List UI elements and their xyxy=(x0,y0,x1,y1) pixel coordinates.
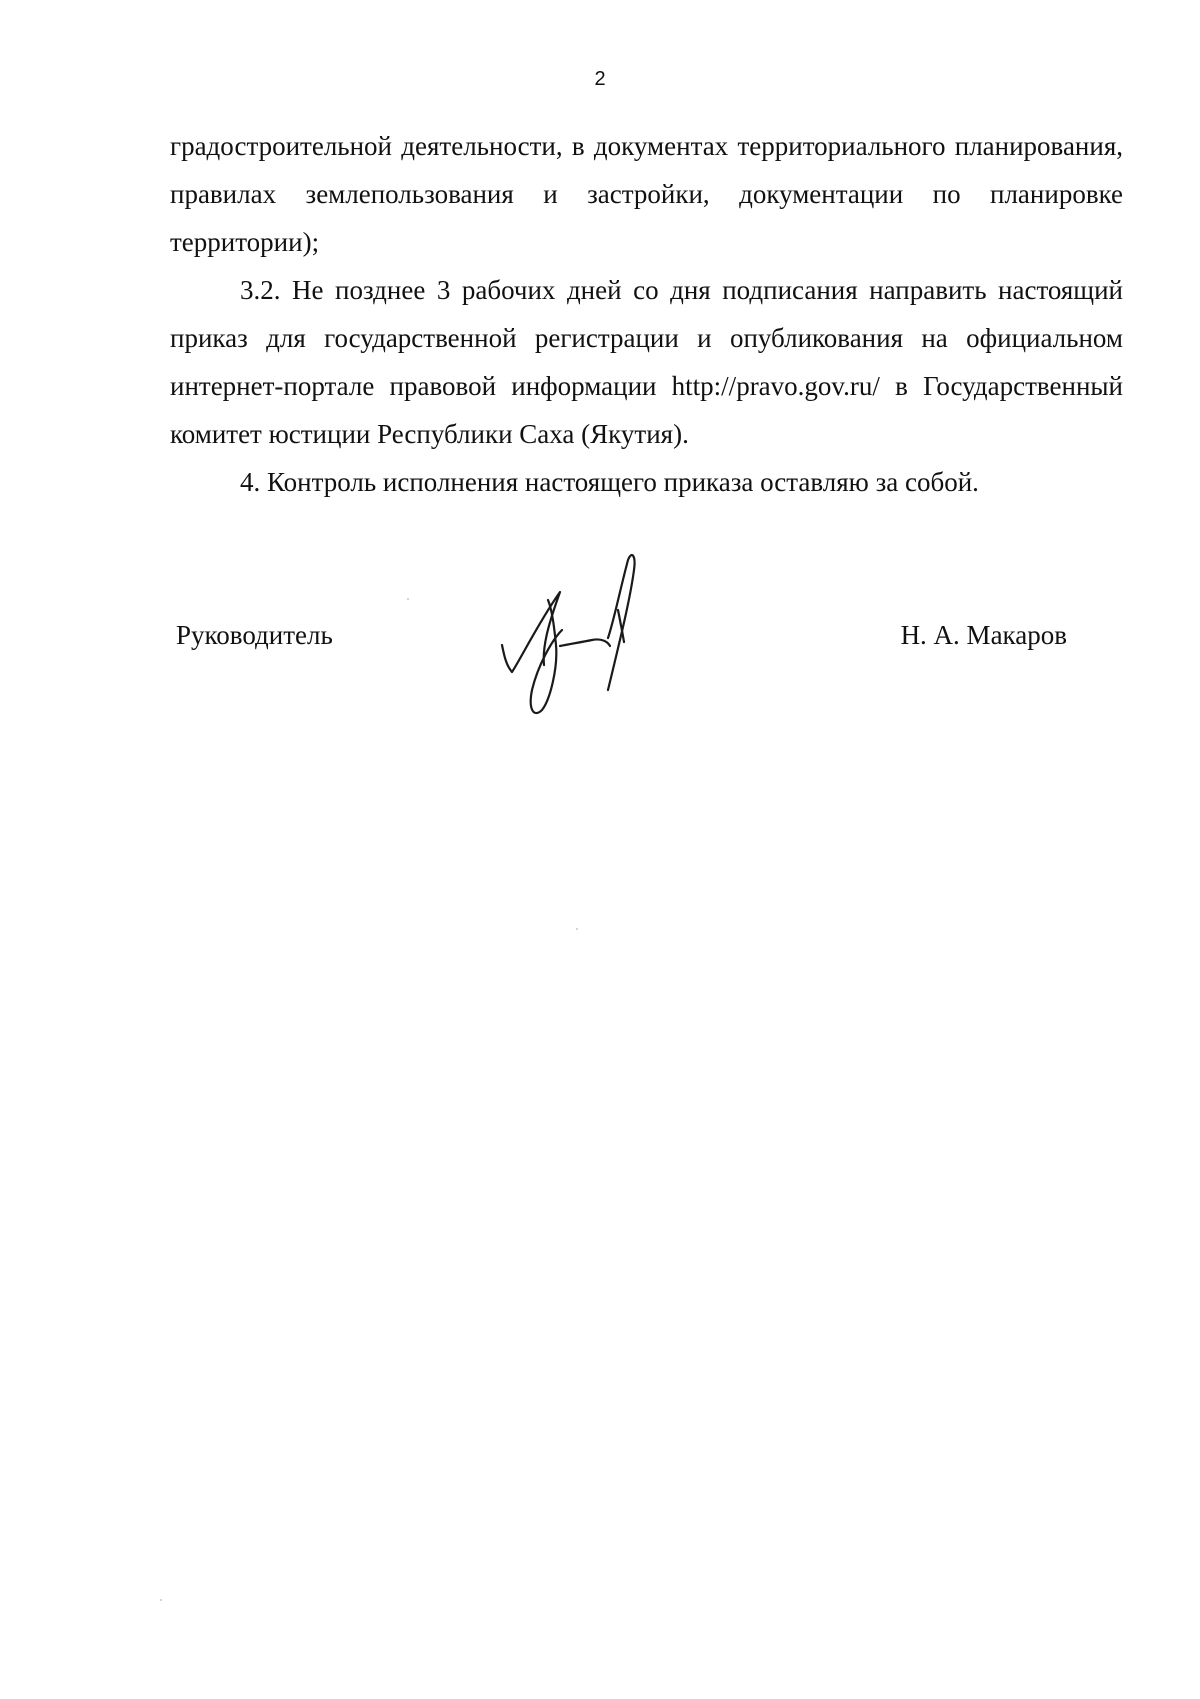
paragraph-continuation: градостроительной деятельности, в документах территориального планирования, правилах землепользования и застройки, документации по планировке территории); xyxy=(170,131,1123,257)
signatory-position: Руководитель xyxy=(176,620,333,650)
signatory-name: Н. А. Макаров xyxy=(900,620,1067,650)
scan-speck xyxy=(576,928,578,930)
scan-speck xyxy=(160,1599,162,1601)
handwritten-signature xyxy=(490,550,660,730)
paragraph-item-3-2: 3.2. Не позднее 3 рабочих дней со дня подписания направить настоящий приказ для государственной регистрации и опубликования на официальном интернет-портале правовой информации http://pravo.gov.ru/ в Государственный комитет юстиции Республики Саха (Якутия). xyxy=(170,275,1123,449)
signature-block xyxy=(0,550,1200,740)
document-body xyxy=(170,122,1123,506)
paragraph-item-4: 4. Контроль исполнения настоящего приказа оставляю за собой. xyxy=(240,467,979,497)
page-number: 2 xyxy=(594,68,606,90)
scan-speck xyxy=(407,598,409,600)
